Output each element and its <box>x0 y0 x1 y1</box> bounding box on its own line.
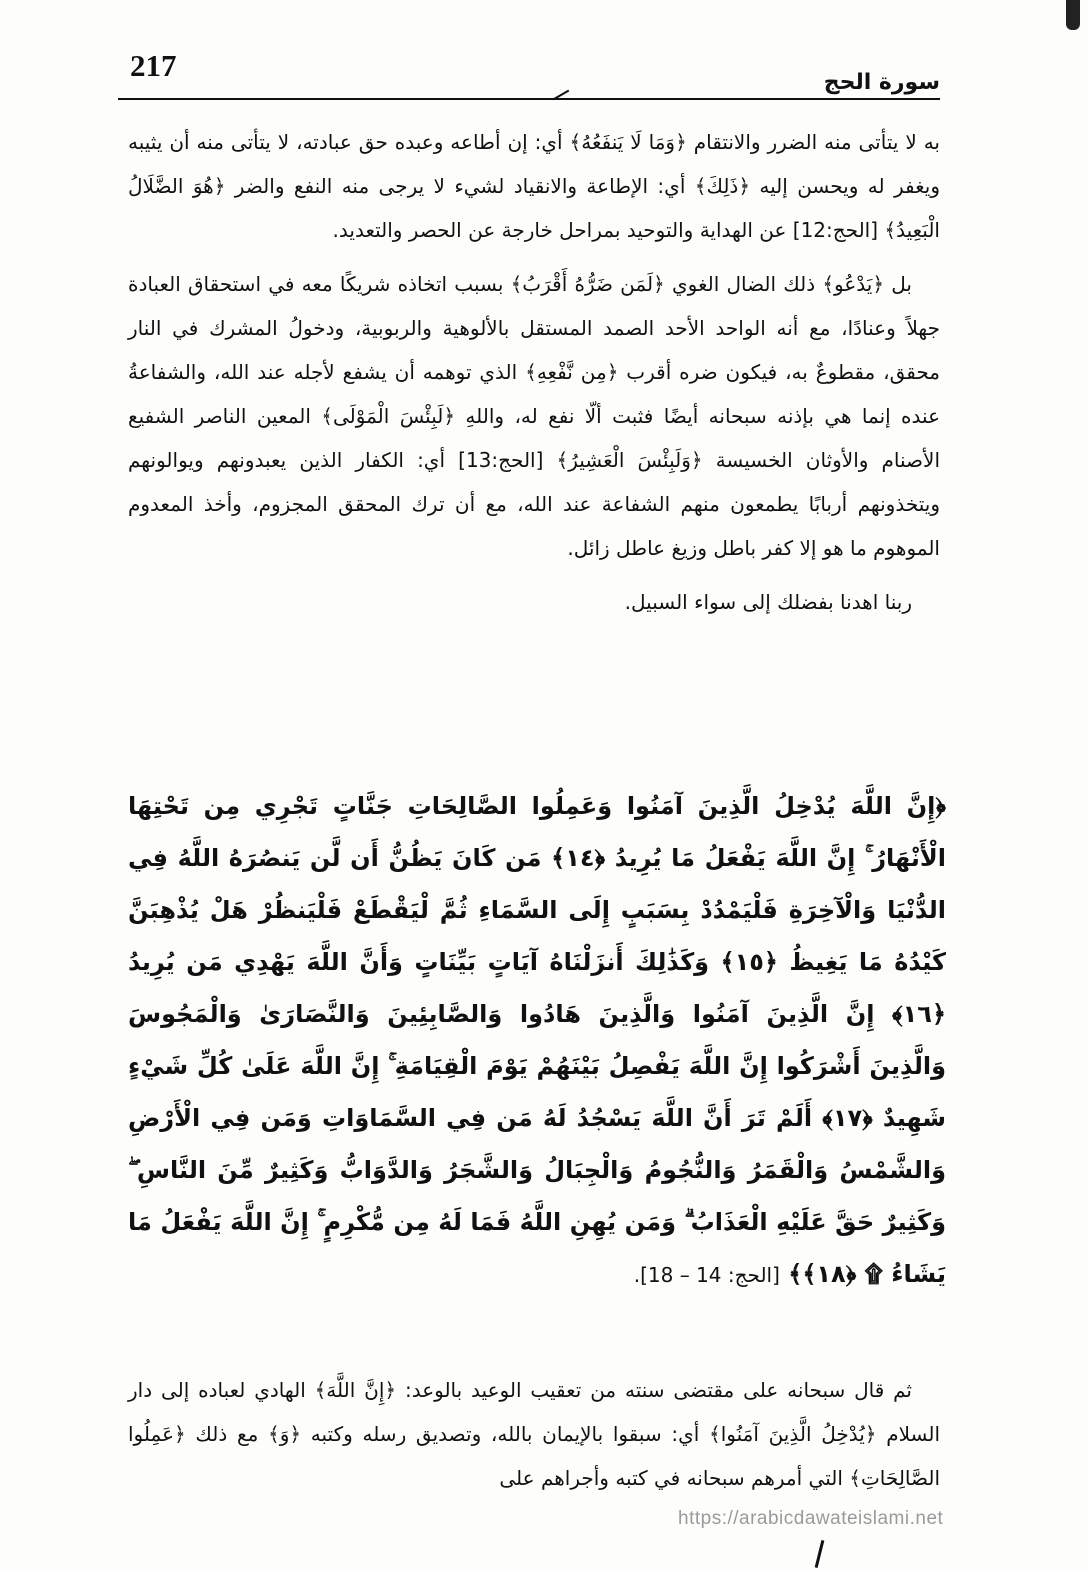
commentary-text <box>128 120 940 634</box>
scan-corner-mark <box>1066 0 1080 30</box>
paragraph-3: ربنا اهدنا بفضلك إلى سواء السبيل. <box>624 590 912 614</box>
surah-title: سورة الحج <box>823 70 940 95</box>
paragraph-1: به لا يتأتى منه الضرر والانتقام ﴿وَمَا لَا يَنفَعُهُ﴾ أي: إن أطاعه وعبده حق عبادته، لا يتأتى منه أن يثيبه ويغفر له ويحسن إليه ﴿ذَلِكَ﴾ أي: الإطاعة والانقياد لشيء لا يرجى منه النفع والضر ﴿هُوَ الضَّلَالُ الْبَعِيدُ﴾ [الحج:12] عن الهداية والتوحيد بمراحل خارجة عن الحصر والتعديد. <box>128 130 940 242</box>
page-header <box>118 40 940 100</box>
quran-verses <box>128 780 946 1301</box>
commentary-continuation <box>128 1368 940 1500</box>
page-number: 217 <box>130 48 177 83</box>
website-watermark: https://arabicdawateislami.net <box>678 1508 944 1529</box>
paragraph-4: ثم قال سبحانه على مقتضى سنته من تعقيب الوعيد بالوعد: ﴿إِنَّ اللَّهَ﴾ الهادي لعباده إلى دار السلام ﴿يُدْخِلُ الَّذِينَ آمَنُوا﴾ أي: سبقوا بالإيمان بالله، وتصديق رسله وكتبه ﴿وَ﴾ مع ذلك ﴿عَمِلُوا الصَّالِحَاتِ﴾ التي أمرهم سبحانه في كتبه وأجراهم على <box>128 1378 940 1490</box>
paragraph-2: بل ﴿يَدْعُو﴾ ذلك الضال الغوي ﴿لَمَن ضَرُّهُ أَقْرَبُ﴾ بسبب اتخاذه شريكًا معه في استحقاق العبادة جهلاً وعنادًا، مع أنه الواحد الأحد الصمد المستقل بالألوهية والربوبية، ودخولُ المشرك في النار محقق، مقطوعٌ به، فيكون ضره أقرب ﴿مِن نَّفْعِهِ﴾ الذي توهمه أن يشفع لأجله عند الله، والشفاعةُ عنده إنما هي بإذنه سبحانه أيضًا فثبت ألّا نفع له، واللهِ ﴿لَبِئْسَ الْمَوْلَى﴾ المعين الناصر الشفيع الأصنام والأوثان الخسيسة ﴿وَلَبِئْسَ الْعَشِيرُ﴾ [الحج:13] أي: الكفار الذين يعبدونهم ويوالونهم ويتخذونهم أربابًا يطمعون منهم الشفاعة عند الله، مع أن ترك المحقق المجزوم، وأخذ المعدوم الموهوم ما هو إلا كفر باطل وزيغ عاطل زائل. <box>128 272 940 560</box>
quran-reference: [الحج: 14 – 18]. <box>633 1263 780 1287</box>
scan-bottom-mark <box>815 1540 825 1568</box>
quran-passage-text: ﴿إِنَّ اللَّهَ يُدْخِلُ الَّذِينَ آمَنُوا وَعَمِلُوا الصَّالِحَاتِ جَنَّاتٍ تَجْرِي مِن تَحْتِهَا الْأَنْهَارُ ۚ إِنَّ اللَّهَ يَفْعَلُ مَا يُرِيدُ ﴿١٤﴾ مَن كَانَ يَظُنُّ أَن لَّن يَنصُرَهُ اللَّهُ فِي الدُّنْيَا وَالْآخِرَةِ فَلْيَمْدُدْ بِسَبَبٍ إِلَى السَّمَاءِ ثُمَّ لْيَقْطَعْ فَلْيَنظُرْ هَلْ يُذْهِبَنَّ كَيْدُهُ مَا يَغِيظُ ﴿١٥﴾ وَكَذَٰلِكَ أَنزَلْنَاهُ آيَاتٍ بَيِّنَاتٍ وَأَنَّ اللَّهَ يَهْدِي مَن يُرِيدُ ﴿١٦﴾ إِنَّ الَّذِينَ آمَنُوا وَالَّذِينَ هَادُوا وَالصَّابِئِينَ وَالنَّصَارَىٰ وَالْمَجُوسَ وَالَّذِينَ أَشْرَكُوا إِنَّ اللَّهَ يَفْصِلُ بَيْنَهُمْ يَوْمَ الْقِيَامَةِ ۚ إِنَّ اللَّهَ عَلَىٰ كُلِّ شَيْءٍ شَهِيدٌ ﴿١٧﴾ أَلَمْ تَرَ أَنَّ اللَّهَ يَسْجُدُ لَهُ مَن فِي السَّمَاوَاتِ وَمَن فِي الْأَرْضِ وَالشَّمْسُ وَالْقَمَرُ وَالنُّجُومُ وَالْجِبَالُ وَالشَّجَرُ وَالدَّوَابُّ وَكَثِيرٌ مِّنَ النَّاسِ ۖ وَكَثِيرٌ حَقَّ عَلَيْهِ الْعَذَابُ ۗ وَمَن يُهِنِ اللَّهُ فَمَا لَهُ مِن مُّكْرِمٍ ۚ إِنَّ اللَّهَ يَفْعَلُ مَا يَشَاءُ ۩ ﴿١٨﴾﴾ <box>128 792 947 1288</box>
